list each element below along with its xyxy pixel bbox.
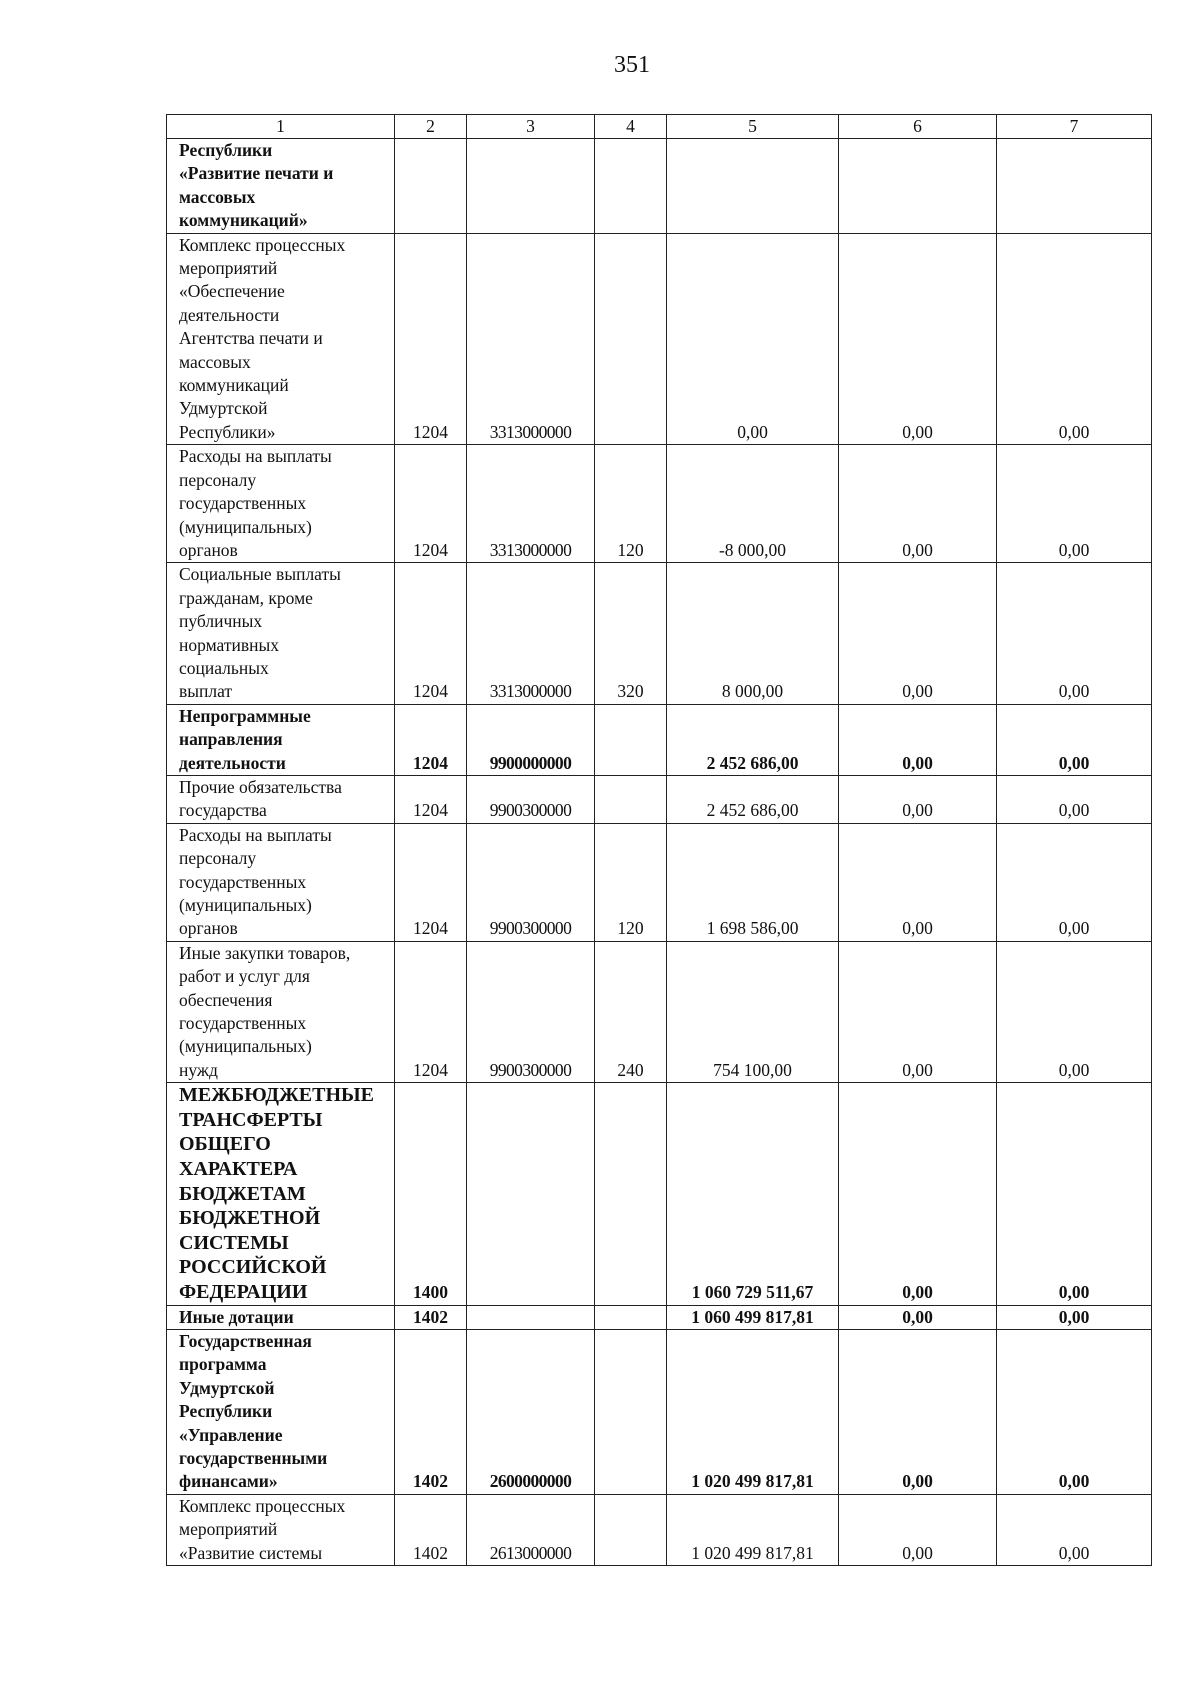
row-name-line: финансами» — [179, 1471, 278, 1492]
row-name-line: «Обеспечение — [179, 281, 285, 302]
razdel-cell: 1204 — [395, 775, 467, 823]
sum-col5-cell: 8 000,00 — [667, 563, 839, 704]
row-name-line: государственными — [179, 1448, 328, 1469]
razdel-cell: 1402 — [395, 1494, 467, 1565]
row-name-line: МЕЖБЮДЖЕТНЫЕ — [179, 1084, 374, 1107]
razdel-cell: 1204 — [395, 704, 467, 775]
row-name-line: Прочие обязательства — [179, 776, 342, 797]
target-article-cell: 2613000000 — [467, 1494, 595, 1565]
row-name-line: Республики — [179, 140, 273, 160]
row-name-line: обеспечения — [179, 989, 273, 1010]
row-name-line: персоналу — [179, 848, 257, 869]
row-name-line: «Развитие печати и — [179, 163, 334, 184]
sum-col6-cell: 0,00 — [839, 1330, 997, 1495]
razdel-cell: 1402 — [395, 1330, 467, 1495]
row-name-line: «Развитие системы — [179, 1542, 323, 1563]
table-row — [167, 445, 1152, 563]
table-row — [167, 233, 1152, 445]
row-name-line: коммуникаций» — [179, 210, 308, 231]
expense-type-cell — [595, 1305, 667, 1329]
target-article-cell: 9900000000 — [467, 704, 595, 775]
razdel-cell: 1204 — [395, 445, 467, 563]
row-name-line: Иные дотации — [179, 1306, 294, 1327]
sum-col5-cell: 0,00 — [667, 233, 839, 445]
row-name-line: направления — [179, 729, 283, 750]
row-name-line: Комплекс процессных — [179, 1495, 346, 1516]
sum-col5-cell: 1 060 729 511,67 — [667, 1083, 839, 1305]
razdel-cell: 1204 — [395, 233, 467, 445]
razdel-cell: 1204 — [395, 563, 467, 704]
row-name-line: Республики» — [179, 421, 276, 442]
row-name-line: коммуникаций — [179, 375, 289, 396]
razdel-cell: 1204 — [395, 823, 467, 941]
sum-col7-cell: 0,00 — [997, 704, 1152, 775]
sum-col5-cell: 1 698 586,00 — [667, 823, 839, 941]
column-header: 7 — [997, 115, 1152, 139]
row-name-line: Республики — [179, 1401, 273, 1422]
column-header: 5 — [667, 115, 839, 139]
table-row — [167, 563, 1152, 704]
row-name-line: БЮДЖЕТАМ — [179, 1182, 306, 1205]
sum-col7-cell: 0,00 — [997, 941, 1152, 1082]
row-name-line: (муниципальных) — [179, 895, 312, 915]
sum-col5-cell: 754 100,00 — [667, 941, 839, 1082]
razdel-cell: 1402 — [395, 1305, 467, 1329]
column-header: 3 — [467, 115, 595, 139]
row-name-line: программа — [179, 1354, 267, 1375]
target-article-cell — [467, 139, 595, 234]
row-name-line: Социальные выплаты — [179, 564, 341, 585]
sum-col6-cell: 0,00 — [839, 823, 997, 941]
row-name-cell — [167, 139, 395, 234]
sum-col5-cell: 1 020 499 817,81 — [667, 1330, 839, 1495]
target-article-cell: 9900300000 — [467, 823, 595, 941]
column-header: 6 — [839, 115, 997, 139]
row-name-line: СИСТЕМЫ — [179, 1231, 289, 1254]
row-name-line: (муниципальных) — [179, 1036, 312, 1057]
sum-col7-cell: 0,00 — [997, 1330, 1152, 1495]
row-name-line: Удмуртской — [179, 1377, 275, 1398]
sum-col7-cell: 0,00 — [997, 445, 1152, 563]
sum-col6-cell: 0,00 — [839, 1305, 997, 1329]
row-name-cell — [167, 1083, 395, 1305]
row-name-cell — [167, 563, 395, 704]
razdel-cell — [395, 139, 467, 234]
row-name-cell — [167, 1494, 395, 1565]
budget-table — [166, 114, 1152, 1566]
target-article-cell: 9900300000 — [467, 775, 595, 823]
sum-col7-cell: 0,00 — [997, 563, 1152, 704]
table-header-row — [167, 115, 1152, 139]
sum-col7-cell: 0,00 — [997, 775, 1152, 823]
row-name-line: нормативных — [179, 634, 280, 655]
row-name-cell — [167, 1330, 395, 1495]
target-article-cell: 9900300000 — [467, 941, 595, 1082]
row-name-line: государственных — [179, 493, 307, 514]
expense-type-cell — [595, 139, 667, 234]
row-name-line: Расходы на выплаты — [179, 824, 332, 845]
row-name-line: государственных — [179, 1013, 307, 1034]
table-row — [167, 1305, 1152, 1329]
row-name-line: Комплекс процессных — [179, 234, 346, 255]
target-article-cell: 3313000000 — [467, 563, 595, 704]
row-name-line: ОБЩЕГО — [179, 1133, 271, 1156]
sum-col6-cell: 0,00 — [839, 445, 997, 563]
sum-col6-cell: 0,00 — [839, 1494, 997, 1565]
razdel-cell: 1204 — [395, 941, 467, 1082]
row-name-line: публичных — [179, 611, 263, 632]
row-name-cell — [167, 823, 395, 941]
sum-col6-cell: 0,00 — [839, 233, 997, 445]
expense-type-cell: 320 — [595, 563, 667, 704]
column-header: 4 — [595, 115, 667, 139]
target-article-cell — [467, 1305, 595, 1329]
row-name-line: мероприятий — [179, 258, 278, 279]
expense-type-cell — [595, 1083, 667, 1305]
row-name-cell — [167, 775, 395, 823]
expense-type-cell — [595, 1330, 667, 1495]
column-header: 2 — [395, 115, 467, 139]
row-name-line: гражданам, кроме — [179, 587, 313, 608]
sum-col7-cell: 0,00 — [997, 1305, 1152, 1329]
expense-type-cell — [595, 233, 667, 445]
row-name-line: массовых — [179, 351, 251, 372]
expense-type-cell — [595, 1494, 667, 1565]
sum-col5-cell: 1 020 499 817,81 — [667, 1494, 839, 1565]
sum-col5-cell: 1 060 499 817,81 — [667, 1305, 839, 1329]
row-name-cell — [167, 1305, 395, 1329]
table-row — [167, 1083, 1152, 1305]
row-name-line: массовых — [179, 186, 256, 207]
expense-type-cell: 120 — [595, 823, 667, 941]
sum-col7-cell: 0,00 — [997, 823, 1152, 941]
row-name-line: социальных — [179, 657, 269, 678]
row-name-line: ТРАНСФЕРТЫ — [179, 1108, 323, 1131]
expense-type-cell — [595, 775, 667, 823]
row-name-line: работ и услуг для — [179, 966, 310, 987]
row-name-line: РОССИЙСКОЙ — [179, 1256, 327, 1279]
sum-col6-cell: 0,00 — [839, 563, 997, 704]
sum-col6-cell: 0,00 — [839, 941, 997, 1082]
sum-col5-cell: 2 452 686,00 — [667, 704, 839, 775]
row-name-line: (муниципальных) — [179, 516, 312, 537]
sum-col7-cell: 0,00 — [997, 1083, 1152, 1305]
sum-col6-cell — [839, 139, 997, 234]
sum-col5-cell: 2 452 686,00 — [667, 775, 839, 823]
expense-type-cell: 240 — [595, 941, 667, 1082]
page-number: 351 — [614, 52, 650, 78]
row-name-line: Удмуртской — [179, 398, 268, 419]
row-name-line: государства — [179, 800, 267, 821]
row-name-line: государственных — [179, 871, 307, 892]
table-row — [167, 775, 1152, 823]
sum-col5-cell — [667, 139, 839, 234]
table-row — [167, 941, 1152, 1082]
sum-col6-cell: 0,00 — [839, 775, 997, 823]
row-name-line: ФЕДЕРАЦИИ — [179, 1281, 308, 1303]
sum-col7-cell: 0,00 — [997, 1494, 1152, 1565]
column-header: 1 — [167, 115, 395, 139]
razdel-cell: 1400 — [395, 1083, 467, 1305]
row-name-line: Расходы на выплаты — [179, 446, 332, 467]
table-row — [167, 139, 1152, 234]
table-row — [167, 823, 1152, 941]
row-name-line: Непрограммные — [179, 705, 311, 726]
row-name-line: «Управление — [179, 1424, 283, 1445]
target-article-cell — [467, 1083, 595, 1305]
expense-type-cell: 120 — [595, 445, 667, 563]
table-row — [167, 1494, 1152, 1565]
row-name-line: органов — [179, 918, 238, 939]
row-name-line: Агентства печати и — [179, 328, 323, 349]
row-name-line: ХАРАКТЕРА — [179, 1158, 298, 1181]
row-name-cell — [167, 233, 395, 445]
target-article-cell: 2600000000 — [467, 1330, 595, 1495]
table-row — [167, 1330, 1152, 1495]
target-article-cell: 3313000000 — [467, 445, 595, 563]
row-name-line: деятельности — [179, 304, 280, 325]
row-name-line: Иные закупки товаров, — [179, 942, 351, 963]
sum-col7-cell — [997, 139, 1152, 234]
row-name-line: БЮДЖЕТНОЙ — [179, 1207, 321, 1230]
sum-col7-cell: 0,00 — [997, 233, 1152, 445]
sum-col6-cell: 0,00 — [839, 1083, 997, 1305]
target-article-cell: 3313000000 — [467, 233, 595, 445]
row-name-cell — [167, 445, 395, 563]
sum-col6-cell: 0,00 — [839, 704, 997, 775]
row-name-line: деятельности — [179, 752, 286, 773]
sum-col5-cell: -8 000,00 — [667, 445, 839, 563]
expense-type-cell — [595, 704, 667, 775]
row-name-line: выплат — [179, 681, 233, 702]
row-name-line: нужд — [179, 1059, 218, 1080]
row-name-line: мероприятий — [179, 1519, 278, 1540]
table-row — [167, 704, 1152, 775]
row-name-cell — [167, 704, 395, 775]
row-name-line: Государственная — [179, 1331, 312, 1351]
row-name-line: органов — [179, 539, 238, 560]
row-name-cell — [167, 941, 395, 1082]
row-name-line: персоналу — [179, 469, 257, 490]
